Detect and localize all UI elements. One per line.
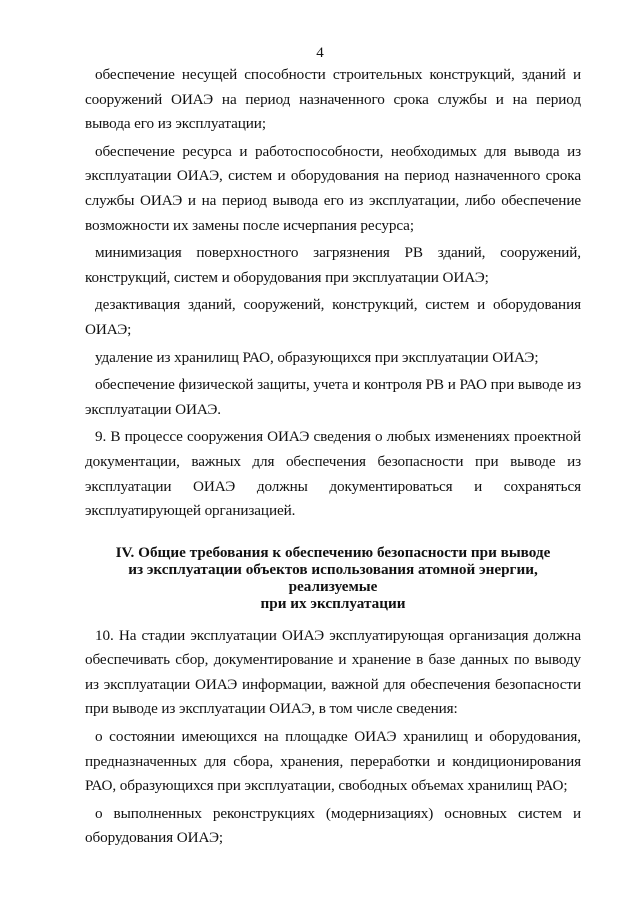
paragraph-bearing-capacity: обеспечение несущей способности строительных конструкций, зданий и сооружений ОИАЭ на период назначенного срока службы и на период вывода его из эксплуатации;	[85, 66, 581, 133]
paragraph-item-9: 9. В процессе сооружения ОИАЭ сведения о любых изменениях проектной документации, важных для обеспечения безопасности при выводе из эксплуатации ОИАЭ должны документироваться и сохраняться эксплуатирующей организацией.	[85, 428, 581, 520]
page-number: 4	[316, 45, 324, 61]
paragraph-physical-protection: обеспечение физической защиты, учета и контроля РВ и РАО при выводе из эксплуатации ОИАЭ.	[85, 376, 581, 418]
paragraph-rao-removal: удаление из хранилищ РАО, образующихся при эксплуатации ОИАЭ;	[95, 348, 539, 366]
section-heading-line-2: из эксплуатации объектов использования атомной энергии, реализуемые	[128, 560, 538, 595]
paragraph-reconstructions: о выполненных реконструкциях (модернизациях) основных систем и оборудования ОИАЭ;	[85, 804, 581, 847]
paragraph-item-10: 10. На стадии эксплуатации ОИАЭ эксплуатирующая организация должна обеспечивать сбор, документирование и хранение в базе данных по выводу из эксплуатации ОИАЭ информации, важной для обеспечения безопасности при выводе из эксплуатации ОИАЭ, в том числе сведения:	[85, 626, 581, 718]
section-heading-line-3: при их эксплуатации	[260, 594, 406, 612]
document-body	[85, 63, 581, 851]
paragraph-storage-state: о состоянии имеющихся на площадке ОИАЭ хранилищ и оборудования, предназначенных для сбора, хранения, переработки и кондиционирования РАО, образующихся при эксплуатации, свободных объемах хранилищ РАО;	[85, 728, 581, 795]
section-heading-line-1: IV. Общие требования к обеспечению безопасности при выводе	[115, 543, 551, 561]
section-heading	[85, 544, 581, 612]
paragraph-resource-provision: обеспечение ресурса и работоспособности, необходимых для вывода из эксплуатации ОИАЭ, систем и оборудования на период назначенного срока службы ОИАЭ и на период вывода его из эксплуатации, либо обеспечение возможности их замены после исчерпания ресурса;	[85, 142, 581, 234]
paragraph-decontamination: дезактивация зданий, сооружений, конструкций, систем и оборудования ОИАЭ;	[85, 296, 581, 338]
paragraph-contamination-minimization: минимизация поверхностного загрязнения РВ зданий, сооружений, конструкций, систем и оборудования при эксплуатации ОИАЭ;	[85, 244, 581, 286]
